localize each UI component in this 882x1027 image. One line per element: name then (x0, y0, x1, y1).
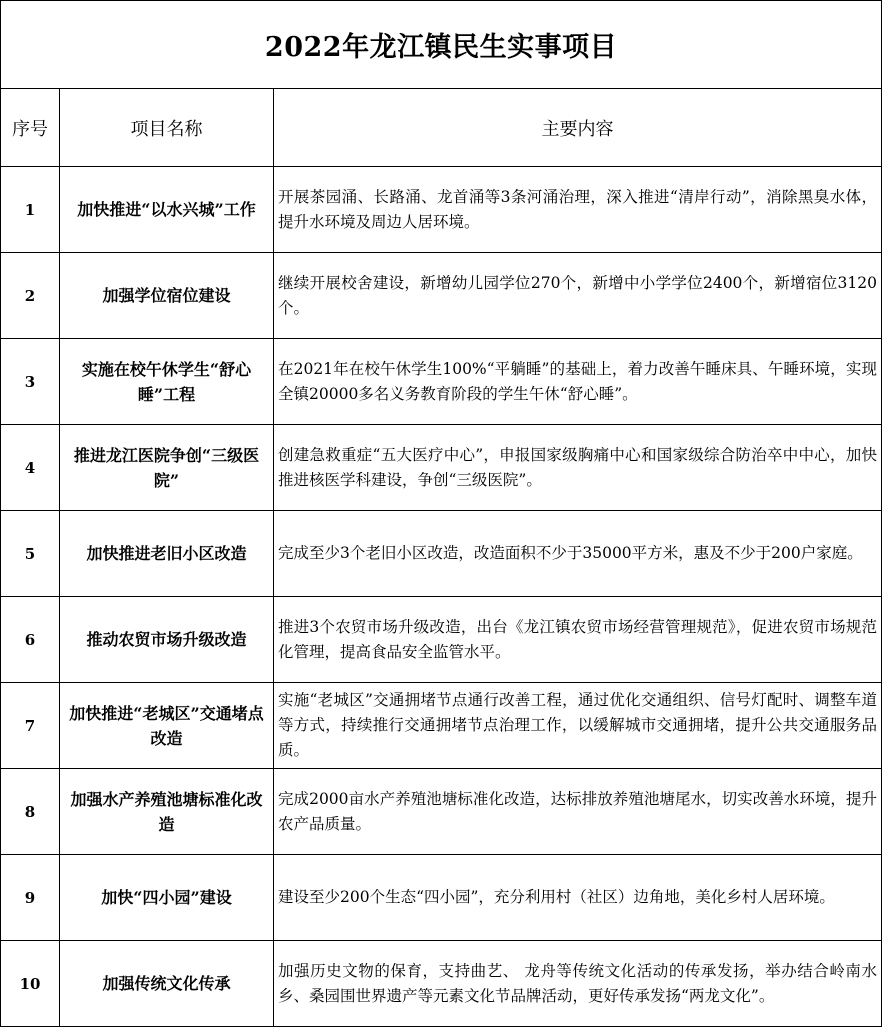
table-row (1, 339, 882, 425)
project-content: 加强历史文物的保育，支持曲艺、 龙舟等传统文化活动的传承发扬，举办结合岭南水乡、桑园围世界遗产等元素文化节品牌活动，更好传承发扬“两龙文化”。 (274, 941, 882, 1027)
project-name: 加快“四小园”建设 (60, 855, 274, 941)
project-name: 推进龙江医院争创“三级医院” (60, 425, 274, 511)
row-number: 6 (1, 597, 60, 683)
project-content: 完成2000亩水产养殖池塘标准化改造，达标排放养殖池塘尾水，切实改善水环境，提升农产品质量。 (274, 769, 882, 855)
table-row (1, 683, 882, 769)
project-content: 实施“老城区”交通拥堵节点通行改善工程，通过优化交通组织、信号灯配时、调整车道等方式，持续推行交通拥堵节点治理工作，以缓解城市交通拥堵，提升公共交通服务品质。 (274, 683, 882, 769)
table-title: 2022年龙江镇民生实事项目 (1, 1, 882, 89)
row-number: 5 (1, 511, 60, 597)
project-name: 加强传统文化传承 (60, 941, 274, 1027)
header-name: 项目名称 (60, 89, 274, 167)
table-row (1, 167, 882, 253)
title-row (1, 1, 882, 89)
table-row (1, 769, 882, 855)
row-number: 2 (1, 253, 60, 339)
table-row (1, 855, 882, 941)
project-content: 完成至少3个老旧小区改造，改造面积不少于35000平方米，惠及不少于200户家庭。 (274, 511, 882, 597)
project-content: 开展茶园涌、长路涌、龙首涌等3条河涌治理，深入推进“清岸行动”，消除黑臭水体，提升水环境及周边人居环境。 (274, 167, 882, 253)
header-row (1, 89, 882, 167)
table-row (1, 941, 882, 1027)
table-row (1, 253, 882, 339)
project-name: 加强水产养殖池塘标准化改造 (60, 769, 274, 855)
row-number: 4 (1, 425, 60, 511)
row-number: 7 (1, 683, 60, 769)
project-name: 推动农贸市场升级改造 (60, 597, 274, 683)
row-number: 1 (1, 167, 60, 253)
project-name: 加快推进老旧小区改造 (60, 511, 274, 597)
row-number: 9 (1, 855, 60, 941)
project-name: 加快推进“老城区”交通堵点改造 (60, 683, 274, 769)
header-no: 序号 (1, 89, 60, 167)
project-content: 推进3个农贸市场升级改造，出台《龙江镇农贸市场经营管理规范》，促进农贸市场规范化管理，提高食品安全监管水平。 (274, 597, 882, 683)
project-name: 加强学位宿位建设 (60, 253, 274, 339)
row-number: 3 (1, 339, 60, 425)
row-number: 10 (1, 941, 60, 1027)
table-row (1, 425, 882, 511)
project-name: 实施在校午休学生“舒心睡”工程 (60, 339, 274, 425)
row-number: 8 (1, 769, 60, 855)
project-content: 继续开展校舍建设，新增幼儿园学位270个，新增中小学学位2400个，新增宿位3120个。 (274, 253, 882, 339)
project-name: 加快推进“以水兴城”工作 (60, 167, 274, 253)
project-content: 建设至少200个生态“四小园”，充分利用村（社区）边角地，美化乡村人居环境。 (274, 855, 882, 941)
table-row (1, 597, 882, 683)
header-content: 主要内容 (274, 89, 882, 167)
table-row (1, 511, 882, 597)
project-content: 创建急救重症“五大医疗中心”，申报国家级胸痛中心和国家级综合防治卒中中心，加快推进核医学科建设，争创“三级医院”。 (274, 425, 882, 511)
project-content: 在2021年在校午休学生100%“平躺睡”的基础上，着力改善午睡床具、午睡环境，实现全镇20000多名义务教育阶段的学生午休“舒心睡”。 (274, 339, 882, 425)
